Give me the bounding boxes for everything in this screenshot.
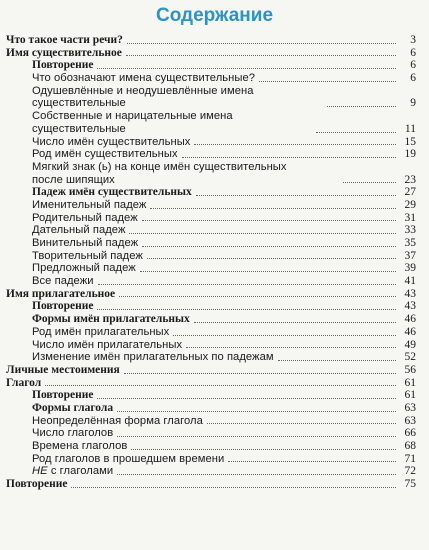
toc-entry-title: Глагол <box>6 376 42 389</box>
toc-entry-title-line: после шипящих <box>32 173 115 186</box>
toc-entry-title: Род глаголов в прошедшем времени <box>32 452 225 465</box>
toc-entry <box>6 440 416 453</box>
toc-leader-dots <box>228 461 396 462</box>
toc-page-number: 11 <box>404 122 416 135</box>
toc-entry <box>6 415 416 428</box>
toc-entry-title: Число глаголов <box>32 427 114 440</box>
toc-entry-title: Число имён существительных <box>32 135 191 148</box>
toc-page-number: 49 <box>404 338 416 351</box>
toc-leader-dots <box>278 360 396 361</box>
toc-leader-dots <box>343 182 396 183</box>
toc-page-number: 61 <box>404 376 416 389</box>
toc-page-number: 3 <box>410 33 416 46</box>
toc-page-number: 63 <box>404 401 416 414</box>
toc-leader-dots <box>327 106 396 107</box>
toc-entry-title: Изменение имён прилагательных по падежам <box>32 351 274 364</box>
toc-entry-title: Число имён прилагательных <box>32 338 183 351</box>
toc-page-number: 6 <box>410 72 416 85</box>
table-of-contents <box>6 34 416 491</box>
toc-leader-dots <box>117 474 396 475</box>
page-title: Содержание <box>155 5 274 26</box>
toc-entry-title: Личные местоимения <box>6 363 120 376</box>
toc-page-number: 6 <box>410 59 416 72</box>
toc-leader-dots <box>150 208 396 209</box>
toc-entry <box>6 377 416 390</box>
toc-leader-dots <box>207 423 396 424</box>
toc-leader-dots <box>97 309 396 310</box>
toc-entry-title: Формы имён прилагательных <box>32 313 190 326</box>
toc-page-number: 71 <box>404 452 416 465</box>
toc-entry <box>6 326 416 339</box>
toc-leader-dots <box>194 144 396 145</box>
toc-entry <box>6 47 416 60</box>
toc-entry-title: Имя прилагательное <box>6 287 116 300</box>
toc-leader-dots <box>142 246 396 247</box>
toc-entry-title-line: Одушевлённые и неодушевлённые имена <box>32 84 254 97</box>
toc-entry <box>6 72 416 85</box>
toc-entry <box>6 478 416 491</box>
toc-leader-dots <box>127 43 396 44</box>
toc-page-number: 37 <box>404 249 416 262</box>
toc-entry <box>6 250 416 263</box>
toc-page-number: 43 <box>404 287 416 300</box>
toc-entry <box>6 186 416 199</box>
toc-entry <box>6 364 416 377</box>
toc-entry <box>6 389 416 402</box>
toc-entry <box>6 288 416 301</box>
toc-page-number: 9 <box>410 97 416 110</box>
toc-page-number: 6 <box>410 46 416 59</box>
toc-entry <box>6 402 416 415</box>
toc-leader-dots <box>142 220 396 221</box>
toc-entry-title: Времена глаголов <box>32 440 128 453</box>
toc-leader-dots <box>98 284 396 285</box>
toc-page-number: 61 <box>404 389 416 402</box>
toc-leader-dots <box>45 385 396 386</box>
toc-entry-title: НЕ с глаголами <box>32 465 114 478</box>
toc-entry-title: Род имён существительных <box>32 148 178 161</box>
toc-entry <box>6 262 416 275</box>
toc-leader-dots <box>147 258 396 259</box>
toc-leader-dots <box>129 233 396 234</box>
toc-entry-title-line: существительные <box>32 122 126 135</box>
toc-leader-dots <box>124 373 396 374</box>
toc-leader-dots <box>182 157 396 158</box>
toc-page-number: 43 <box>404 300 416 313</box>
toc-entry-title: Все падежи <box>32 275 94 288</box>
toc-entry <box>6 212 416 225</box>
toc-entry <box>6 351 416 364</box>
toc-entry-title <box>32 85 325 110</box>
toc-page-number: 31 <box>404 211 416 224</box>
toc-page-number: 19 <box>404 148 416 161</box>
toc-entry-title: Формы глагола <box>32 401 114 414</box>
toc-leader-dots <box>117 411 396 412</box>
toc-entry-title: Падеж имён существительных <box>32 186 192 199</box>
toc-entry-title: Повторение <box>6 478 68 491</box>
toc-entry <box>6 313 416 326</box>
toc-leader-dots <box>259 81 396 82</box>
toc-entry <box>6 59 416 72</box>
toc-page-number: 63 <box>404 414 416 427</box>
toc-entry <box>6 148 416 161</box>
toc-leader-dots <box>131 449 396 450</box>
toc-page-number: 33 <box>404 224 416 237</box>
toc-entry-title: Неопределённая форма глагола <box>32 414 203 427</box>
toc-leader-dots <box>194 322 396 323</box>
toc-leader-dots <box>97 68 396 69</box>
toc-entry <box>6 199 416 212</box>
toc-page-number: 27 <box>404 186 416 199</box>
toc-entry <box>6 85 416 110</box>
toc-entry <box>6 237 416 250</box>
toc-entry <box>6 224 416 237</box>
toc-page-number: 75 <box>404 478 416 491</box>
toc-page-number: 39 <box>404 262 416 275</box>
toc-entry-title: Имя существительное <box>6 46 122 59</box>
toc-entry-title: Что обозначают имена существительные? <box>32 72 256 85</box>
toc-leader-dots <box>119 296 396 297</box>
toc-entry <box>6 110 416 135</box>
toc-entry-title: Именительный падеж <box>32 198 147 211</box>
toc-entry-title: Род имён прилагательных <box>32 325 170 338</box>
toc-entry <box>6 275 416 288</box>
toc-entry-title-line: Собственные и нарицательные имена <box>32 110 233 123</box>
toc-entry-title: Дательный падеж <box>32 224 126 237</box>
toc-entry-title: Повторение <box>32 300 94 313</box>
toc-leader-dots <box>71 487 396 488</box>
toc-entry-title: Родительный падеж <box>32 211 138 224</box>
toc-entry-title <box>32 161 341 186</box>
toc-entry <box>6 34 416 47</box>
toc-page-number: 72 <box>404 465 416 478</box>
toc-entry-title: Повторение <box>32 389 94 402</box>
toc-page-number: 35 <box>404 237 416 250</box>
toc-entry-title: Повторение <box>32 59 94 72</box>
toc-entry <box>6 465 416 478</box>
toc-entry <box>6 300 416 313</box>
toc-page-number: 66 <box>404 427 416 440</box>
toc-leader-dots <box>97 398 396 399</box>
toc-entry <box>6 453 416 466</box>
toc-page-number: 15 <box>404 135 416 148</box>
toc-page-number: 29 <box>404 198 416 211</box>
toc-entry-title: Творительный падеж <box>32 249 143 262</box>
toc-page-number: 46 <box>404 313 416 326</box>
toc-entry-title-line: Мягкий знак (ь) на конце имён существительных <box>32 160 287 173</box>
toc-leader-dots <box>140 271 396 272</box>
toc-page-number: 68 <box>404 440 416 453</box>
toc-page-number: 56 <box>404 363 416 376</box>
toc-leader-dots <box>316 132 396 133</box>
toc-entry-title: Винительный падеж <box>32 237 139 250</box>
toc-entry <box>6 136 416 149</box>
toc-page-number: 46 <box>404 325 416 338</box>
toc-leader-dots <box>117 436 396 437</box>
toc-entry-title: Предложный падеж <box>32 262 136 275</box>
toc-entry-title: Что такое части речи? <box>6 33 123 46</box>
toc-entry-title <box>32 110 314 135</box>
toc-page-number: 23 <box>404 173 417 186</box>
toc-entry-emphasis: НЕ <box>32 465 48 478</box>
toc-entry <box>6 161 416 186</box>
toc-leader-dots <box>126 55 396 56</box>
toc-leader-dots <box>196 195 396 196</box>
toc-entry <box>6 339 416 352</box>
toc-leader-dots <box>173 335 396 336</box>
toc-entry <box>6 427 416 440</box>
toc-entry-title-line: существительные <box>32 97 126 110</box>
toc-page-number: 41 <box>404 275 416 288</box>
toc-page-number: 52 <box>404 351 416 364</box>
toc-leader-dots <box>186 347 396 348</box>
